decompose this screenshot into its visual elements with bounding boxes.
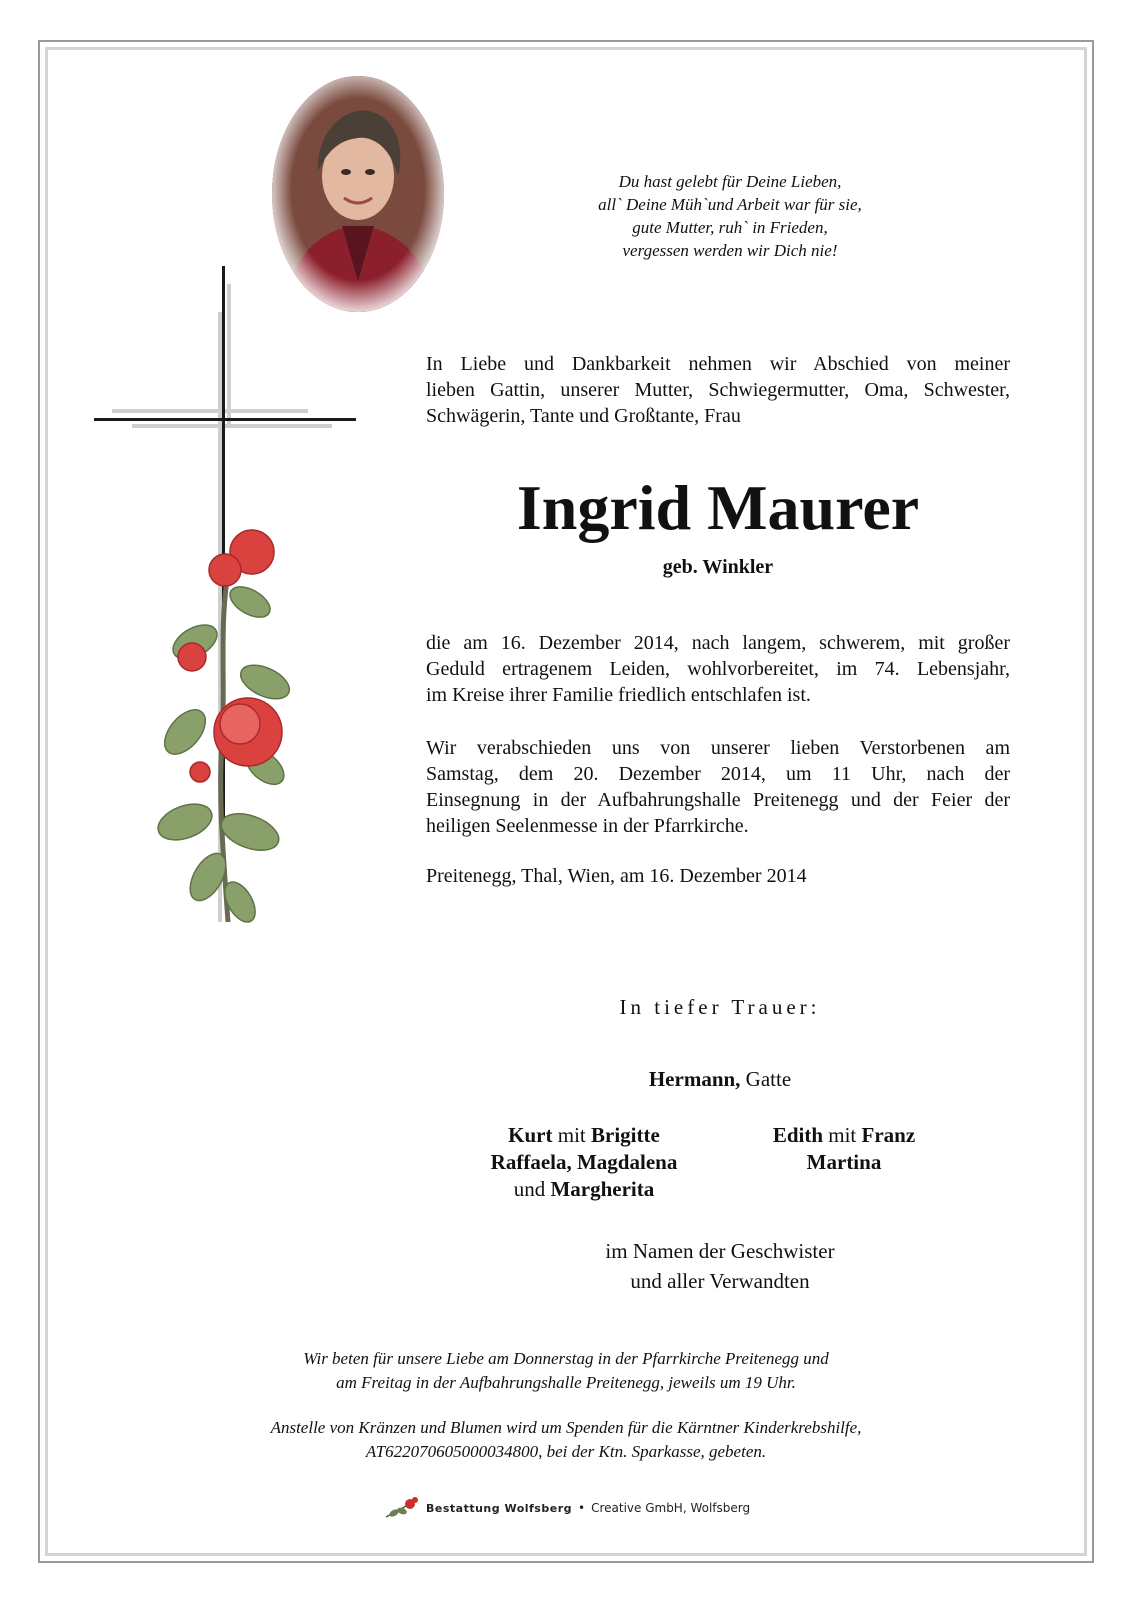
- family-right: [744, 1122, 944, 1176]
- intro-text: [426, 351, 1010, 429]
- paragraph-line: Wir verabschieden uns von unserer lieben Verstorbenen am: [426, 737, 1010, 759]
- family-line: [744, 1149, 944, 1176]
- poem: [540, 170, 920, 262]
- family-member: Raffaela, Magdalena: [490, 1150, 678, 1174]
- mourning-heading: In tiefer Trauer:: [619, 995, 821, 1019]
- deceased-name: Ingrid Maurer: [516, 472, 920, 543]
- intro-line: Schwägerin, Tante und Großtante, Frau: [426, 405, 741, 427]
- funeral-paragraph: [426, 735, 1010, 839]
- family-member: Brigitte: [591, 1123, 660, 1147]
- donation-line: AT622070605000034800, bei der Ktn. Sparkasse, gebeten.: [365, 1442, 767, 1461]
- siblings-line: und aller Verwandten: [630, 1269, 810, 1293]
- family-line: [744, 1122, 944, 1149]
- paragraph-line: im Kreise ihrer Familie friedlich entschlafen ist.: [426, 684, 811, 706]
- prayer-note: [160, 1347, 972, 1395]
- poem-line: vergessen werden wir Dich nie!: [622, 241, 838, 260]
- siblings-line: im Namen der Geschwister: [605, 1239, 835, 1263]
- poem-line: Du hast gelebt für Deine Lieben,: [618, 172, 842, 191]
- siblings-text: [520, 1236, 920, 1296]
- death-paragraph: [426, 630, 1010, 708]
- family-member: Edith: [772, 1123, 824, 1147]
- maiden-name: geb. Winkler: [662, 556, 774, 578]
- family-line: [434, 1122, 734, 1149]
- rose-logo-icon: [384, 1495, 420, 1521]
- family-line: [434, 1149, 734, 1176]
- intro-line: In Liebe und Dankbarkeit nehmen wir Abschied von meiner: [426, 353, 1010, 375]
- family-left: [434, 1122, 734, 1203]
- family-member: Franz: [861, 1123, 916, 1147]
- prayer-line: am Freitag in der Aufbahrungshalle Preitenegg, jeweils um 19 Uhr.: [336, 1373, 796, 1392]
- family-connector: mit: [828, 1123, 857, 1147]
- poem-line: all` Deine Müh`und Arbeit war für sie,: [598, 195, 862, 214]
- paragraph-line: die am 16. Dezember 2014, nach langem, schwerem, mit großer: [426, 632, 1010, 654]
- prayer-line: Wir beten für unsere Liebe am Donnerstag in der Pfarrkirche Preitenegg und: [303, 1349, 829, 1368]
- donation-note: [160, 1416, 972, 1464]
- paragraph-line: Geduld ertragenem Leiden, wohlvorbereitet, im 74. Lebensjahr,: [426, 658, 1010, 680]
- spouse-line: [520, 1067, 920, 1092]
- spouse-name: Hermann,: [648, 1067, 741, 1091]
- paragraph-line: heiligen Seelenmesse in der Pfarrkirche.: [426, 815, 749, 837]
- family-line: [434, 1176, 734, 1203]
- family-member: Martina: [806, 1150, 882, 1174]
- place-date: Preitenegg, Thal, Wien, am 16. Dezember 2014: [426, 865, 807, 887]
- paragraph-line: Samstag, dem 20. Dezember 2014, um 11 Uhr, nach der: [426, 763, 1010, 785]
- family-member: Margherita: [550, 1177, 655, 1201]
- footer: [384, 1495, 750, 1521]
- paragraph-line: Einsegnung in der Aufbahrungshalle Preitenegg und der Feier der: [426, 789, 1010, 811]
- footer-separator: •: [578, 1501, 586, 1515]
- cross-with-roses-icon: [90, 262, 360, 932]
- family-connector: mit: [557, 1123, 586, 1147]
- family-connector: und: [513, 1177, 546, 1201]
- family-member: Kurt: [508, 1123, 553, 1147]
- donation-line: Anstelle von Kränzen und Blumen wird um Spenden für die Kärntner Kinderkrebshilfe,: [270, 1418, 862, 1437]
- poem-line: gute Mutter, ruh` in Frieden,: [632, 218, 828, 237]
- footer-company: Creative GmbH, Wolfsberg: [591, 1501, 751, 1515]
- intro-line: lieben Gattin, unserer Mutter, Schwiegermutter, Oma, Schwester,: [426, 379, 1010, 401]
- spouse-role: Gatte: [745, 1067, 792, 1091]
- footer-brand: Bestattung Wolfsberg: [426, 1501, 572, 1515]
